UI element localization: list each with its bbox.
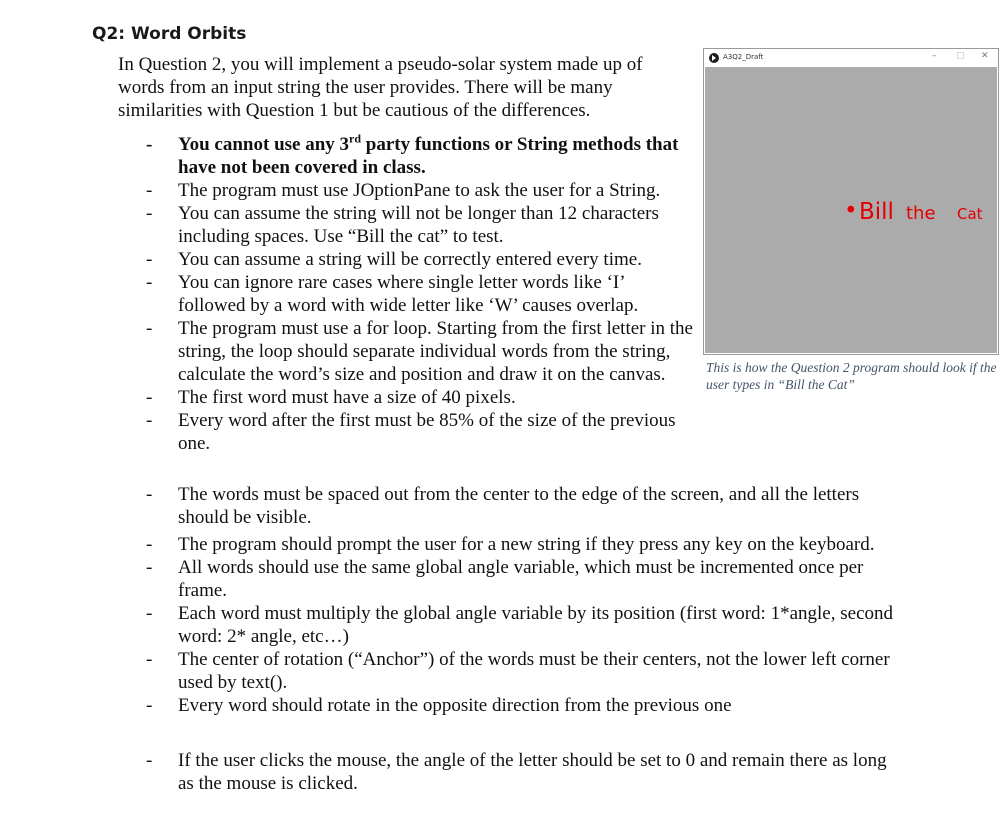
rule-rotation-anchor: - The center of rotation (“Anchor”) of the words must be their centers, not the lower left corner used by text(). [146,648,906,694]
window-titlebar [704,49,998,67]
rule-spacing: - The words must be spaced out from the center to the edge of the screen, and all the letters should be visible. [146,483,906,529]
rule-joptionpane: - The program must use JOptionPane to ask the user for a String. [146,179,696,202]
requirements-list-c [146,749,906,795]
requirements-list-a [146,133,696,455]
rule-alternate-direction: - Every word should rotate in the opposite direction from the previous one [146,694,906,717]
close-icon[interactable]: ✕ [981,51,989,61]
rule-correct-input: - You can assume a string will be correctly entered every time. [146,248,696,271]
sketch-canvas[interactable] [705,67,997,353]
question-heading: Q2: Word Orbits [92,24,247,44]
rule-mouse-reset: - If the user clicks the mouse, the angle of the letter should be set to 0 and remain there as long as the mouse is clicked. [146,749,906,795]
rule-prompt-on-key: - The program should prompt the user for a new string if they press any key on the keyboard. [146,533,906,556]
intro-paragraph: In Question 2, you will implement a pseudo-solar system made up of words from an input string the user provides. There will be many similarities with Question 1 but be cautious of the differences. [118,54,643,121]
word-cat: Cat [957,205,983,223]
rule-ignore-overlap: - You can ignore rare cases where single letter words like ‘I’ followed by a word with wide letter like ‘W’ causes overlap. [146,271,696,317]
word-the: the [906,203,936,224]
figure-caption: This is how the Question 2 program should look if the user types in “Bill the Cat” [706,360,997,392]
maximize-icon[interactable]: □ [956,51,965,61]
rule-angle-multiply: - Each word must multiply the global angle variable by its position (first word: 1*angle, second word: 2* angle, etc…) [146,602,906,648]
app-icon [709,53,719,63]
rule-size-decrease: - Every word after the first must be 85% of the size of the previous one. [146,409,696,455]
rule-no-third-party: - You cannot use any 3rd party functions or String methods that have not been covered in class. [146,133,696,179]
app-window-screenshot [703,48,999,355]
rule-max-length: - You can assume the string will not be longer than 12 characters including spaces. Use “Bill the cat” to test. [146,202,696,248]
requirements-list-b [146,484,906,717]
minimize-icon[interactable]: – [932,51,937,61]
word-bill: Bill [859,199,894,225]
rule-global-angle: - All words should use the same global angle variable, which must be incremented once per frame. [146,556,906,602]
word-bullet: • [844,198,858,224]
rule-for-loop: - The program must use a for loop. Starting from the first letter in the string, the loop should separate individual words from the string, calculate the word’s size and position and draw it on the canvas. [146,317,696,386]
window-title: A3Q2_Draft [723,53,764,61]
rule-first-size: - The first word must have a size of 40 pixels. [146,386,696,409]
